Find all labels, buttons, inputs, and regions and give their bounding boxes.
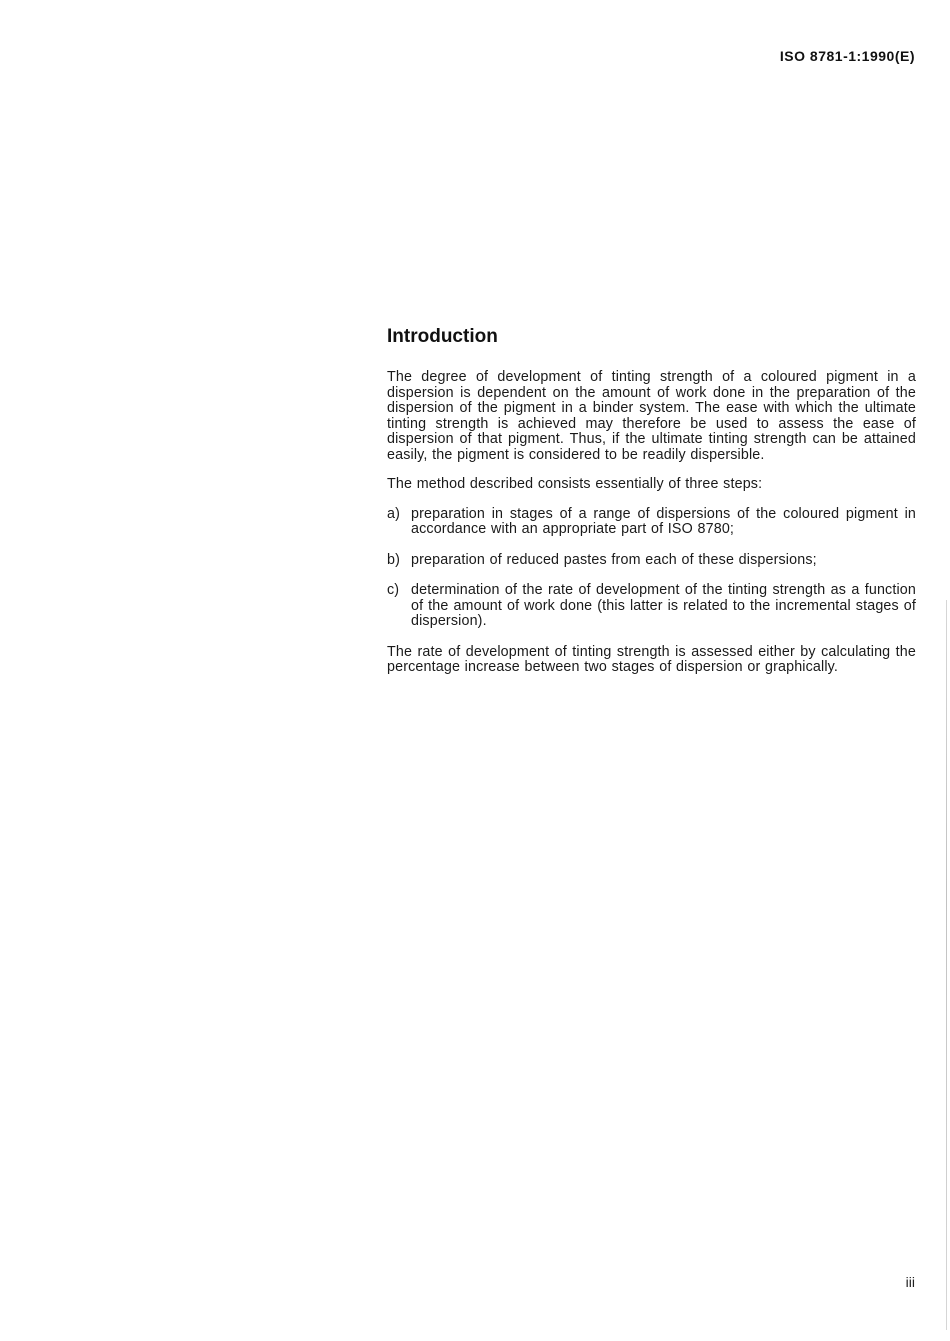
page-number: iii [905,1274,915,1290]
list-marker: a) [387,505,401,522]
list-item-text: determination of the rate of development of the tinting strength as a function of the amount of work done (this latter is related to the incremental stages of dispersion). [411,582,916,629]
steps-lead-paragraph: The method described consists essentially of three steps: [387,476,763,492]
closing-paragraph: The rate of development of tinting strength is assessed either by calculating the percentage increase between two stages of dispersion or graphically. [387,643,916,675]
list-item [387,583,916,630]
section-title: Introduction [387,326,498,347]
list-marker: c) [387,582,400,598]
introduction-section [387,326,916,690]
list-marker: b) [387,551,401,568]
intro-paragraph: The degree of development of tinting strength of a coloured pigment in a dispersion is dependent on the amount of work done in the preparation of the dispersion of the pigment in a binder system. The ease with which the ultimate tinting strength is achieved may therefore be used to assess the ease of dispersion of that pigment. Thus, if the ultimate tinting strength can be attained easily, the pigment is considered to be readily dispersible. [387,369,916,463]
list-item [387,553,916,569]
standard-number: ISO 8781-1:1990(E) [779,48,915,64]
scan-edge-line [946,600,947,1330]
list-item-text: preparation of reduced pastes from each of these dispersions; [411,551,817,568]
list-item-text: preparation in stages of a range of dispersions of the coloured pigment in accordance with an appropriate part of ISO 8780; [411,505,916,537]
list-item [387,507,916,538]
steps-list [387,507,916,630]
